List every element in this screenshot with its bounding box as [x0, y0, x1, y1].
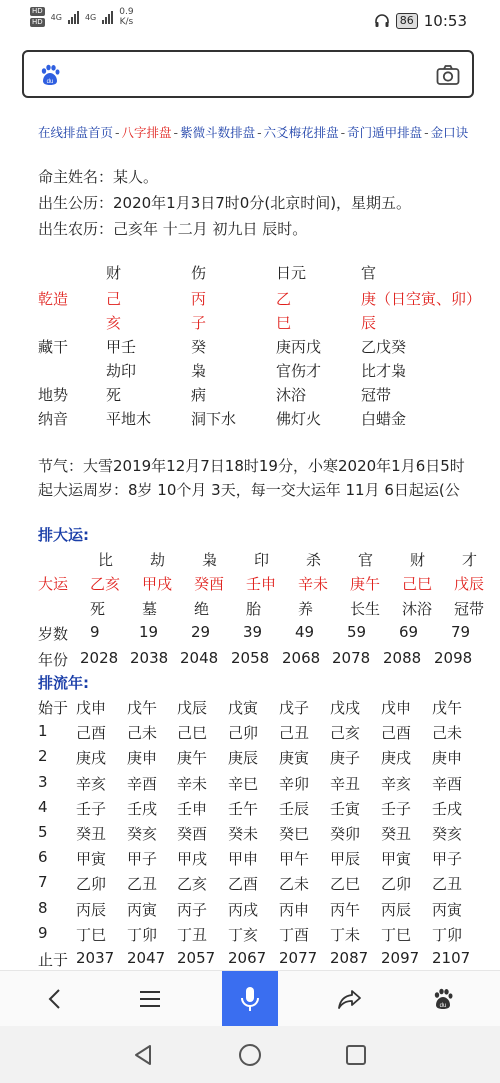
- liunian-end-cell: 2067: [228, 949, 267, 967]
- dishi: 病: [191, 386, 207, 404]
- dayun-shishen: 杀: [306, 551, 322, 569]
- canggan: 甲壬: [106, 338, 137, 356]
- dayun-age: 79: [451, 623, 471, 641]
- liunian-cell: 癸酉: [177, 825, 208, 843]
- liunian-start-cell: 戊申: [381, 699, 412, 717]
- liunian-row-number: 2: [38, 747, 48, 766]
- liunian-cell: 辛未: [177, 774, 208, 793]
- dayun-shishen: 劫: [150, 551, 166, 569]
- nav-separator: -: [424, 125, 429, 140]
- microphone-icon: [239, 985, 261, 1013]
- dayun-age: 39: [243, 623, 263, 641]
- circle-home-icon: [238, 1043, 262, 1067]
- nav-link[interactable]: 金口诀: [430, 125, 469, 140]
- dayun-age: 49: [295, 623, 315, 641]
- dayun-label: 大运: [38, 575, 69, 593]
- liunian-cell: 丙辰: [76, 900, 107, 919]
- liunian-cell: 乙酉: [228, 875, 259, 894]
- dayun-year: 2048: [180, 649, 219, 667]
- dayun-shishen: 比: [98, 551, 114, 569]
- liunian-cell: 辛亥: [76, 774, 107, 793]
- liunian-cell: 甲辰: [330, 850, 361, 869]
- liunian-start-cell: 戊戌: [330, 699, 361, 717]
- liunian-row-number: 8: [38, 898, 48, 917]
- stem: 丙: [191, 290, 207, 308]
- liunian-start-cell: 戊申: [76, 699, 107, 717]
- liunian-cell: 甲子: [432, 850, 463, 869]
- solar-birth: 出生公历：2020年1月3日7时0分(北京时间)，星期五。: [38, 194, 412, 212]
- liunian-cell: 己卯: [228, 724, 259, 743]
- menu-icon: [138, 989, 162, 1009]
- liunian-cell: 己未: [432, 724, 463, 743]
- liunian-cell: 乙未: [279, 875, 310, 894]
- canggan-label: 藏干: [38, 338, 69, 356]
- liunian-cell: 丙戌: [228, 900, 259, 919]
- pillar-header: 官: [361, 264, 377, 282]
- dayun-age: 59: [347, 623, 367, 641]
- shishen: 官伤才: [276, 362, 322, 380]
- age-label: 岁数: [38, 625, 69, 643]
- liunian-cell: 丙辰: [381, 900, 412, 919]
- dayun-shishen: 才: [462, 551, 478, 569]
- dayun-year: 2078: [332, 649, 371, 667]
- dayun-dishi: 长生: [350, 600, 381, 618]
- liunian-cell: 乙巳: [330, 875, 361, 894]
- triangle-back-icon: [132, 1043, 154, 1067]
- liunian-cell: 丁巳: [381, 925, 412, 944]
- svg-text:du: du: [439, 1003, 447, 1009]
- branch: 巳: [276, 314, 292, 332]
- liunian-cell: 癸亥: [127, 825, 158, 843]
- liunian-row-number: 7: [38, 873, 48, 892]
- liunian-cell: 癸卯: [330, 825, 361, 843]
- liunian-start-label: 始于: [38, 699, 69, 717]
- nayin-label: 纳音: [38, 410, 69, 428]
- dishi: 冠带: [361, 386, 392, 404]
- speed-unit: K/s: [119, 17, 134, 27]
- liunian-end-cell: 2037: [76, 949, 115, 967]
- baidu-paw-icon: [38, 63, 62, 87]
- liunian-cell: 庚辰: [228, 749, 259, 768]
- dayun-ganzhi: 辛未: [298, 575, 329, 593]
- shishen: 比才枭: [361, 362, 407, 380]
- signal-icon: [68, 10, 79, 24]
- dayun-dishi: 冠带: [454, 600, 485, 618]
- liunian-cell: 丁卯: [127, 925, 158, 944]
- camera-icon[interactable]: [436, 64, 460, 86]
- nav-separator: -: [115, 125, 120, 140]
- browser-toolbar: [0, 970, 500, 1027]
- liunian-cell: 甲子: [127, 850, 158, 869]
- search-bar[interactable]: [22, 50, 474, 98]
- liunian-cell: 丁丑: [177, 925, 208, 944]
- dayun-dishi: 绝: [194, 600, 210, 618]
- liunian-row-number: 1: [38, 722, 48, 741]
- liunian-cell: 壬寅: [330, 799, 361, 818]
- baidu-paw-icon: [431, 987, 455, 1011]
- liunian-cell: 己酉: [76, 724, 107, 743]
- liunian-row-number: 4: [38, 797, 48, 816]
- dayun-age: 69: [399, 623, 419, 641]
- jieqi-line: 节气：大雪2019年12月7日18时19分，小寒2020年1月6日5时: [38, 457, 465, 475]
- liunian-cell: 壬子: [76, 799, 107, 818]
- hd-badges: [30, 7, 45, 27]
- liunian-cell: 甲寅: [381, 850, 412, 869]
- liunian-cell: 丙申: [279, 900, 310, 919]
- nayin: 白蜡金: [361, 410, 407, 428]
- nav-link[interactable]: 奇门遁甲排盘: [347, 125, 423, 140]
- liunian-cell: 壬子: [381, 799, 412, 818]
- dayun-dishi: 胎: [246, 600, 262, 618]
- status-left: [30, 7, 134, 27]
- nav-separator: -: [173, 125, 179, 140]
- menu-button[interactable]: [122, 971, 178, 1027]
- canggan: 乙戊癸: [361, 338, 407, 356]
- dayun-title: 排大运:: [38, 526, 89, 544]
- liunian-cell: 乙丑: [432, 875, 463, 894]
- liunian-cell: 壬午: [228, 799, 259, 818]
- stem: 己: [106, 290, 122, 308]
- liunian-cell: 甲午: [279, 850, 310, 869]
- hd-badge-1: HD: [32, 7, 43, 15]
- nav-links: [38, 123, 500, 141]
- dishi-label: 地势: [38, 386, 69, 404]
- canggan: 庚丙戊: [276, 338, 322, 356]
- liunian-end-cell: 2097: [381, 949, 420, 967]
- liunian-cell: 壬戌: [127, 799, 158, 818]
- liunian-row-number: 5: [38, 823, 48, 841]
- liunian-row-number: 9: [38, 923, 48, 942]
- status-right: [374, 12, 467, 30]
- dayun-ganzhi: 甲戌: [142, 575, 173, 593]
- hd-badge-2: HD: [32, 18, 43, 26]
- liunian-cell: 壬戌: [432, 799, 463, 818]
- liunian-cell: 辛卯: [279, 774, 310, 793]
- liunian-cell: 辛亥: [381, 774, 412, 793]
- network-type-2: 4G: [84, 12, 97, 22]
- liunian-cell: 庚戌: [76, 749, 107, 768]
- liunian-cell: 丁亥: [228, 925, 259, 944]
- liunian-cell: 辛巳: [228, 774, 259, 793]
- dayun-year: 2028: [80, 649, 119, 667]
- pillar-header: 伤: [191, 264, 207, 282]
- liunian-cell: 丙午: [330, 900, 361, 919]
- liunian-cell: 乙亥: [177, 875, 208, 894]
- dayun-year: 2098: [434, 649, 473, 667]
- dayun-ganzhi: 己巳: [402, 575, 433, 593]
- clock: 10:53: [423, 12, 467, 30]
- dayun-year: 2038: [130, 649, 169, 667]
- dayun-year: 2088: [383, 649, 422, 667]
- dayun-year: 2068: [282, 649, 321, 667]
- nayin: 佛灯火: [276, 410, 322, 428]
- branch: 亥: [106, 314, 122, 332]
- liunian-cell: 癸丑: [381, 825, 412, 843]
- system-back-button[interactable]: [128, 1040, 158, 1070]
- liunian-cell: 癸丑: [76, 825, 107, 843]
- network-type-1: 4G: [50, 12, 62, 22]
- shishen: 枭: [191, 362, 207, 380]
- stem: 乙: [276, 290, 292, 308]
- liunian-cell: 乙丑: [127, 875, 158, 894]
- share-button[interactable]: [322, 971, 378, 1027]
- qianzao-label: 乾造: [38, 290, 69, 308]
- stem: 庚（日空寅、卯）: [361, 290, 482, 308]
- dayun-age: 19: [139, 623, 159, 641]
- dayun-shishen: 印: [254, 551, 270, 569]
- system-recents-button[interactable]: [341, 1040, 371, 1070]
- liunian-start-cell: 戊寅: [228, 699, 259, 717]
- liunian-cell: 丁未: [330, 925, 361, 944]
- nav-link[interactable]: 紫微斗数排盘: [180, 125, 256, 140]
- branch: 辰: [361, 314, 377, 332]
- svg-text:du: du: [46, 79, 54, 85]
- liunian-cell: 乙卯: [76, 875, 107, 894]
- voice-search-button[interactable]: [222, 971, 278, 1027]
- liunian-cell: 庚申: [432, 749, 463, 768]
- liunian-cell: 丙寅: [432, 900, 463, 919]
- dayun-year: 2058: [231, 649, 270, 667]
- liunian-cell: 丁巳: [76, 925, 107, 944]
- nav-link[interactable]: 在线排盘首页: [38, 125, 114, 140]
- liunian-cell: 己酉: [381, 724, 412, 743]
- nayin: 平地木: [106, 410, 152, 428]
- liunian-cell: 丙寅: [127, 900, 158, 919]
- nav-separator: -: [340, 125, 346, 140]
- liunian-cell: 丁卯: [432, 925, 463, 944]
- liunian-cell: 壬申: [177, 799, 208, 818]
- liunian-cell: 辛丑: [330, 774, 361, 793]
- liunian-cell: 己亥: [330, 724, 361, 743]
- baidu-home-button[interactable]: [415, 971, 471, 1027]
- system-home-button[interactable]: [235, 1040, 265, 1070]
- battery-indicator: 86: [396, 13, 418, 29]
- dayun-ganzhi: 乙亥: [90, 575, 121, 593]
- dayun-shishen: 官: [358, 551, 374, 569]
- dayun-dishi: 墓: [142, 600, 158, 618]
- nav-link[interactable]: 六爻梅花排盘: [263, 125, 339, 140]
- liunian-cell: 甲申: [228, 850, 259, 869]
- liunian-end-label: 止于: [38, 951, 69, 969]
- liunian-end-cell: 2077: [279, 949, 318, 967]
- dayun-dishi: 养: [298, 600, 314, 618]
- liunian-cell: 甲戌: [177, 850, 208, 869]
- dayun-age: 29: [191, 623, 211, 641]
- dayun-dishi: 死: [90, 600, 106, 618]
- liunian-row-number: 6: [38, 848, 48, 867]
- liunian-cell: 庚申: [127, 749, 158, 768]
- liunian-start-cell: 戊午: [127, 699, 158, 717]
- dayun-ganzhi: 戊辰: [454, 575, 485, 593]
- year-label: 年份: [38, 651, 69, 669]
- dishi: 沐浴: [276, 386, 307, 404]
- owner-name: 命主姓名：某人。: [38, 168, 159, 186]
- liunian-title: 排流年:: [38, 674, 89, 692]
- liunian-cell: 癸未: [228, 825, 259, 843]
- liunian-cell: 辛酉: [127, 774, 158, 793]
- dayun-dishi: 沐浴: [402, 600, 433, 618]
- liunian-cell: 辛酉: [432, 774, 463, 793]
- nav-separator: -: [257, 125, 262, 140]
- speed-value: 0.9: [119, 7, 134, 17]
- liunian-start-cell: 戊辰: [177, 699, 208, 717]
- liunian-cell: 壬辰: [279, 799, 310, 818]
- nayin: 洞下水: [191, 410, 237, 428]
- liunian-cell: 甲寅: [76, 850, 107, 869]
- liunian-cell: 庚寅: [279, 749, 310, 768]
- dishi: 死: [106, 386, 122, 404]
- liunian-cell: 癸巳: [279, 825, 310, 843]
- lunar-birth: 出生农历：己亥年 十二月 初九日 辰时。: [38, 220, 308, 238]
- canggan: 癸: [191, 338, 207, 356]
- dayun-ganzhi: 癸酉: [194, 575, 225, 593]
- chevron-left-icon: [45, 987, 65, 1011]
- liunian-cell: 丁酉: [279, 925, 310, 944]
- headphones-icon: [374, 13, 390, 29]
- signal-icon-2: [102, 10, 113, 24]
- liunian-row-number: 3: [38, 772, 48, 791]
- liunian-end-cell: 2087: [330, 949, 369, 967]
- liunian-cell: 庚子: [330, 749, 361, 768]
- pillar-header: 财: [106, 264, 122, 282]
- nav-link[interactable]: 八字排盘: [121, 125, 172, 140]
- square-recents-icon: [345, 1044, 367, 1066]
- branch: 子: [191, 314, 207, 332]
- liunian-cell: 己丑: [279, 724, 310, 743]
- dayun-shishen: 枭: [202, 551, 218, 569]
- dayun-ganzhi: 庚午: [350, 575, 381, 593]
- liunian-cell: 庚戌: [381, 749, 412, 768]
- back-button[interactable]: [27, 971, 83, 1027]
- dayun-age: 9: [90, 623, 100, 641]
- liunian-start-cell: 戊子: [279, 699, 310, 717]
- shishen: 劫印: [106, 362, 137, 380]
- system-nav-bar: [0, 1026, 500, 1083]
- liunian-cell: 己巳: [177, 724, 208, 743]
- liunian-start-cell: 戊午: [432, 699, 463, 717]
- pillar-header: 日元: [276, 264, 307, 282]
- liunian-end-cell: 2047: [127, 949, 166, 967]
- liunian-end-cell: 2057: [177, 949, 216, 967]
- liunian-cell: 癸亥: [432, 825, 463, 843]
- liunian-cell: 庚午: [177, 749, 208, 768]
- liunian-cell: 丙子: [177, 900, 208, 919]
- share-icon: [337, 988, 363, 1010]
- dayun-ganzhi: 壬申: [246, 575, 277, 593]
- status-bar: [0, 0, 500, 40]
- liunian-cell: 乙卯: [381, 875, 412, 894]
- dayun-shishen: 财: [410, 551, 426, 569]
- liunian-cell: 己未: [127, 724, 158, 743]
- network-speed: [119, 7, 133, 27]
- qiyun-line: 起大运周岁：8岁 10个月 3天，每一交大运年 11月 6日起运(公: [38, 481, 460, 499]
- liunian-end-cell: 2107: [432, 949, 471, 967]
